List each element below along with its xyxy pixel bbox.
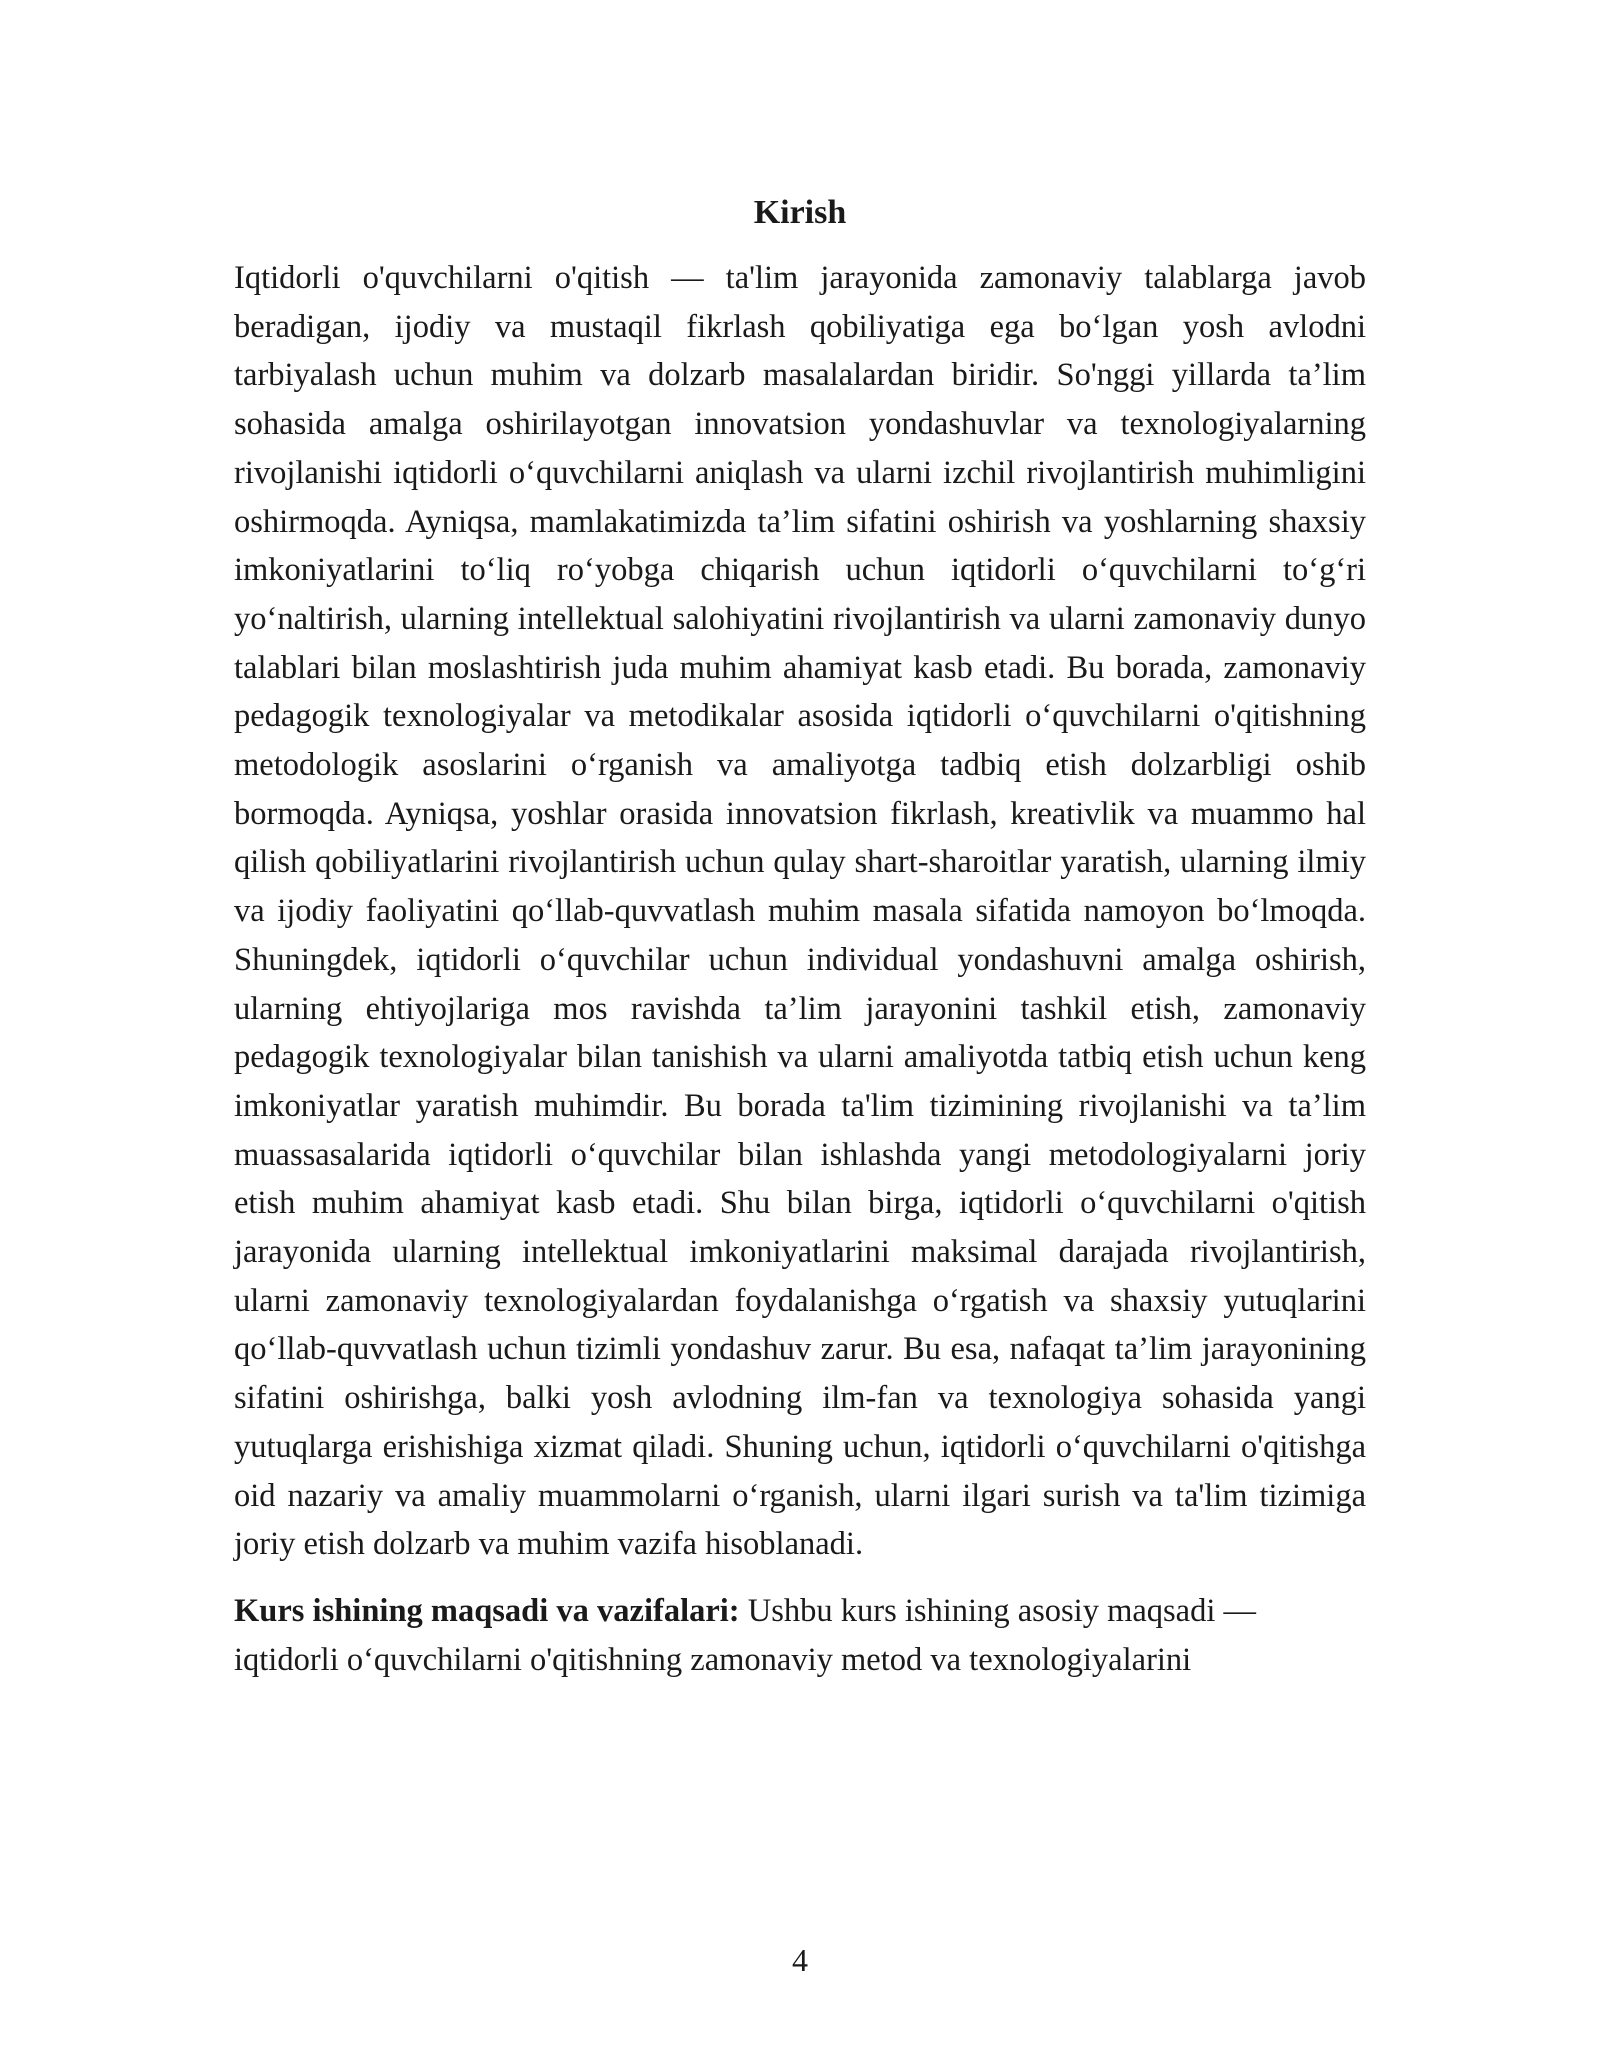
section-heading: Kirish <box>753 194 847 231</box>
page-number: 4 <box>792 1942 808 1978</box>
goals-text: Ushbu kurs ishining asosiy maqsadi — iqtidorli o‘quvchilarni o'qitishning zamonaviy metod va texnologiyalarini <box>234 1592 1257 1678</box>
goals-label: Kurs ishining maqsadi va vazifalari: <box>234 1592 740 1629</box>
intro-paragraph: Iqtidorli o'quvchilarni o'qitish — ta'lim jarayonida zamonaviy talablarga javob beradigan, ijodiy va mustaqil fikrlash qobiliyatiga ega bo‘lgan yosh avlodni tarbiyalash uchun muhim va dolzarb masalalardan biridir. So'nggi yillarda ta’lim sohasida amalga oshirilayotgan innovatsion yondashuvlar va texnologiyalarning rivojlanishi iqtidorli o‘quvchilarni aniqlash va ularni izchil rivojlantirish muhimligini oshirmoqda. Ayniqsa, mamlakatimizda ta’lim sifatini oshirish va yoshlarning shaxsiy imkoniyatlarini to‘liq ro‘yobga chiqarish uchun iqtidorli o‘quvchilarni to‘g‘ri yo‘naltirish, ularning intellektual salohiyatini rivojlantirish va ularni zamonaviy dunyo talablari bilan moslashtirish juda muhim ahamiyat kasb etadi. Bu borada, zamonaviy pedagogik texnologiyalar va metodikalar asosida iqtidorli o‘quvchilarni o'qitishning metodologik asoslarini o‘rganish va amaliyotga tadbiq etish dolzarbligi oshib bormoqda. Ayniqsa, yoshlar orasida innovatsion fikrlash, kreativlik va muammo hal qilish qobiliyatlarini rivojlantirish uchun qulay shart-sharoitlar yaratish, ularning ilmiy va ijodiy faoliyatini qo‘llab-quvvatlash muhim masala sifatida namoyon bo‘lmoqda. Shuningdek, iqtidorli o‘quvchilar uchun individual yondashuvni amalga oshirish, ularning ehtiyojlariga mos ravishda ta’lim jarayonini tashkil etish, zamonaviy pedagogik texnologiyalar bilan tanishish va ularni amaliyotda tatbiq etish uchun keng imkoniyatlar yaratish muhimdir. Bu borada ta'lim tizimining rivojlanishi va ta’lim muassasalarida iqtidorli o‘quvchilar bilan ishlashda yangi metodologiyalarni joriy etish muhim ahamiyat kasb etadi. Shu bilan birga, iqtidorli o‘quvchilarni o'qitish jarayonida ularning intellektual imkoniyatlarini maksimal darajada rivojlantirish, ularni zamonaviy texnologiyalardan foydalanishga o‘rgatish va shaxsiy yutuqlarini qo‘llab-quvvatlash uchun tizimli yondashuv zarur. Bu esa, nafaqat ta’lim jarayonining sifatini oshirishga, balki yosh avlodning ilm-fan va texnologiya sohasida yangi yutuqlarga erishishiga xizmat qiladi. Shuning uchun, iqtidorli o‘quvchilarni o'qitishga oid nazariy va amaliy muammolarni o‘rganish, ularni ilgari surish va ta'lim tizimiga joriy etish dolzarb va muhim vazifa hisoblanadi. <box>234 260 1366 1563</box>
document-page <box>234 180 1366 1684</box>
goals-paragraph <box>234 1587 1366 1684</box>
